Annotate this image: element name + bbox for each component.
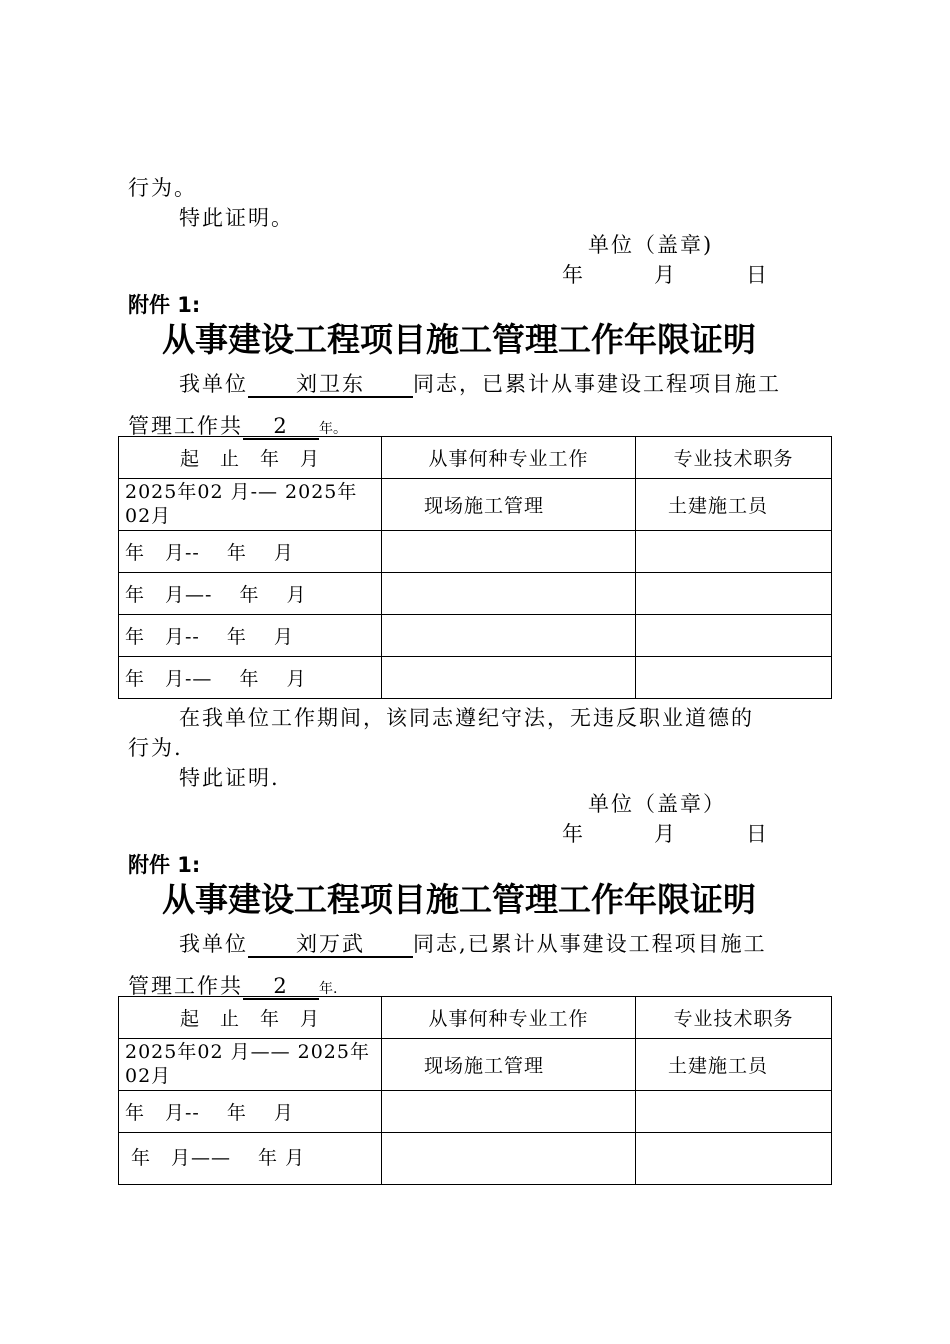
attachment-label: 附件 1: xyxy=(128,853,201,877)
table-row xyxy=(119,573,832,615)
document-title: 从事建设工程项目施工管理工作年限证明 xyxy=(162,320,756,359)
work-cell xyxy=(382,615,636,657)
position-cell xyxy=(636,531,832,573)
work-cell: 现场施工管理 xyxy=(382,1039,636,1091)
years-value: 2 xyxy=(243,414,319,440)
stamp-label: 单位（盖章） xyxy=(588,792,726,816)
period-cell: 年 月—- 年 月 xyxy=(119,573,382,615)
work-cell xyxy=(382,657,636,699)
table-row xyxy=(119,657,832,699)
table-header-row xyxy=(119,437,832,479)
employee-name: 刘万武 xyxy=(248,932,413,958)
work-history-table xyxy=(118,996,832,1185)
position-cell: 土建施工员 xyxy=(636,479,832,531)
statement-line-1 xyxy=(179,368,781,398)
years-unit: 年。 xyxy=(319,421,347,437)
header-position: 专业技术职务 xyxy=(636,437,832,479)
work-cell xyxy=(382,573,636,615)
position-cell xyxy=(636,1091,832,1133)
period-cell: 2025年02 月-— 2025年 02月 xyxy=(119,479,382,531)
work-cell xyxy=(382,531,636,573)
table-row xyxy=(119,615,832,657)
period-cell: 年 月-- 年 月 xyxy=(119,531,382,573)
period-cell: 年 月-- 年 月 xyxy=(119,615,382,657)
table-row xyxy=(119,1133,832,1185)
statement-suffix: 同志,已累计从事建设工程项目施工 xyxy=(413,932,767,956)
employee-name: 刘卫东 xyxy=(248,372,413,398)
table-row xyxy=(119,531,832,573)
header-period: 起 止 年 月 xyxy=(119,997,382,1039)
header-position: 专业技术职务 xyxy=(636,997,832,1039)
date-line: 年 月 日 xyxy=(562,822,769,846)
stamp-label: 单位（盖章) xyxy=(588,233,714,257)
attachment-label: 附件 1: xyxy=(128,293,201,317)
position-cell xyxy=(636,657,832,699)
statement-prefix: 管理工作共 xyxy=(128,414,243,438)
period-cell: 年 月—— 年 月 xyxy=(119,1133,382,1185)
statement-line-1 xyxy=(179,928,767,958)
work-history-table xyxy=(118,436,832,699)
position-cell xyxy=(636,1133,832,1185)
table-header-row xyxy=(119,997,832,1039)
conduct-statement: 在我单位工作期间，该同志遵纪守法，无违反职业道德的 xyxy=(179,706,754,730)
statement-suffix: 同志，已累计从事建设工程项目施工 xyxy=(413,372,781,396)
work-cell xyxy=(382,1091,636,1133)
certify-text: 特此证明。 xyxy=(179,206,294,230)
period-cell: 年 月-— 年 月 xyxy=(119,657,382,699)
position-cell: 土建施工员 xyxy=(636,1039,832,1091)
certify-text: 特此证明. xyxy=(179,766,280,790)
work-cell xyxy=(382,1133,636,1185)
years-unit: 年. xyxy=(319,981,338,997)
header-work: 从事何种专业工作 xyxy=(382,437,636,479)
document-title: 从事建设工程项目施工管理工作年限证明 xyxy=(162,880,756,919)
header-period: 起 止 年 月 xyxy=(119,437,382,479)
statement-prefix: 管理工作共 xyxy=(128,974,243,998)
fragment-text: 行为。 xyxy=(128,176,197,200)
period-cell: 年 月-- 年 月 xyxy=(119,1091,382,1133)
statement-prefix: 我单位 xyxy=(179,932,248,956)
position-cell xyxy=(636,573,832,615)
years-value: 2 xyxy=(243,974,319,1000)
table-row xyxy=(119,1039,832,1091)
table-row xyxy=(119,1091,832,1133)
work-cell: 现场施工管理 xyxy=(382,479,636,531)
table-row xyxy=(119,479,832,531)
header-work: 从事何种专业工作 xyxy=(382,997,636,1039)
statement-prefix: 我单位 xyxy=(179,372,248,396)
date-line: 年 月 日 xyxy=(562,263,769,287)
period-cell: 2025年02 月—— 2025年 02月 xyxy=(119,1039,382,1091)
position-cell xyxy=(636,615,832,657)
conduct-tail: 行为. xyxy=(128,736,183,760)
